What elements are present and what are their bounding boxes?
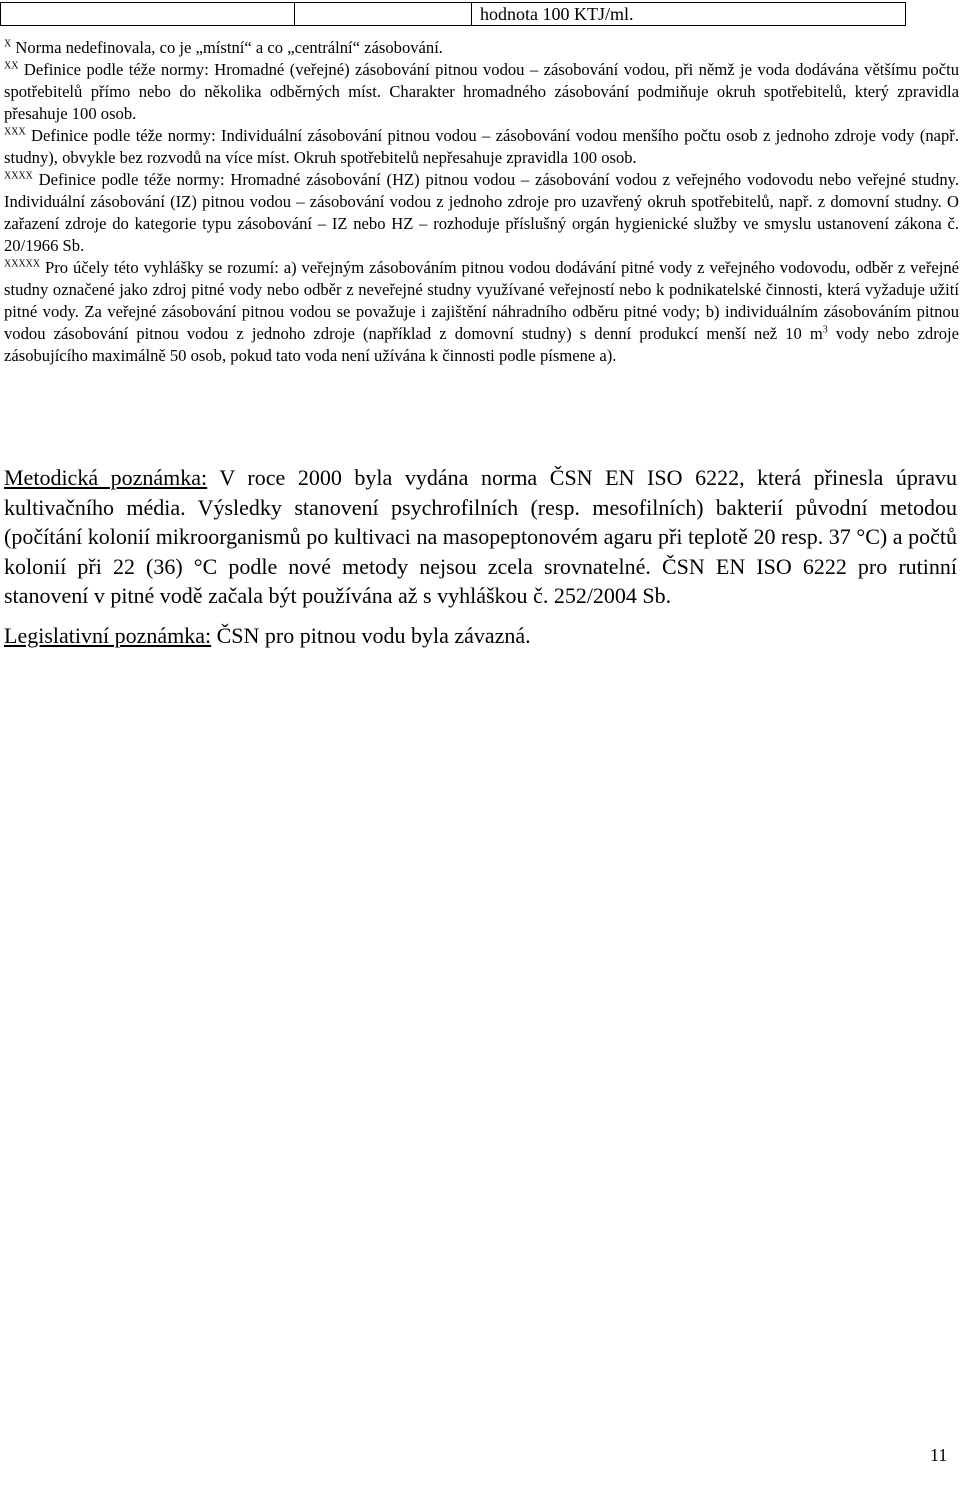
footnote-mark: XXXXX bbox=[4, 258, 41, 270]
method-note bbox=[4, 463, 957, 611]
legislative-note-label: Legislativní poznámka: bbox=[4, 623, 212, 648]
method-note-text: V roce 2000 byla vydána norma ČSN EN ISO 6222, která přinesla úpravu kultivačního média. Výsledky stanovení psychrofilních (resp. mesofilních) bakterií původní metodou (počítání kolonií mikroorganismů po kultivaci na masopeptonovém agaru při teplotě 20 resp. 37 °C) a počtů kolonií při 22 (36) °C podle nové metody nejsou zcela srovnatelné. ČSN EN ISO 6222 pro rutinní stanovení v pitné vodě začala být používána až s vyhláškou č. 252/2004 Sb. bbox=[4, 465, 957, 608]
table-cell bbox=[295, 3, 472, 26]
footnote-text: vody nebo zdroje zásobujícího maximálně 50 osob, pokud tato voda není užívána k činnosti podle písmene a). bbox=[4, 324, 959, 365]
footnote bbox=[4, 59, 959, 125]
footnote-text: Definice podle téže normy: Individuální zásobování pitnou vodou – zásobování vodou menšího počtu osob z jednoho zdroje vody (např. studny), obvykle bez rozvodů na více míst. Okruh spotřebitelů nepřesahuje zpravidla 100 osob. bbox=[4, 126, 959, 167]
footnote-text: Definice podle téže normy: Hromadné (veřejné) zásobování pitnou vodou – zásobování vodou, při němž je voda dodávána většímu počtu spotřebitelů přímo nebo do několika odběrných míst. Charakter hromadného zásobování podmiňuje okruh spotřebitelů, který zpravidla přesahuje 100 osob. bbox=[4, 60, 959, 123]
footnote bbox=[4, 257, 959, 367]
footnote-mark: X bbox=[4, 38, 12, 50]
legislative-note bbox=[4, 621, 957, 650]
footnotes bbox=[4, 37, 959, 367]
footnote-mark: XX bbox=[4, 60, 19, 72]
legislative-note-text: ČSN pro pitnou vodu byla závazná. bbox=[211, 623, 531, 648]
footnote-text: Pro účely této vyhlášky se rozumí: a) veřejným zásobováním pitnou vodou dodávání pitné vody z veřejného vodovodu, odběr z veřejné studny označené jako zdroj pitné vody nebo odběr z neveřejné studny využívané veřejností nebo k podnikatelské činnosti, která vyžaduje užití pitné vody. Za veřejné zásobování pitnou vodou se považuje i zajištění náhradního odběru pitné vody; b) individuálním zásobováním pitnou vodou zásobování pitnou vodou z jednoho zdroje (například z domovní studny) s denní produkcí menší než 10 m bbox=[4, 258, 960, 343]
footnote-mark: XXX bbox=[4, 126, 26, 138]
value-table bbox=[0, 2, 906, 26]
page-number: 11 bbox=[930, 1445, 948, 1465]
footnote bbox=[4, 125, 959, 169]
method-note-label: Metodická poznámka: bbox=[4, 465, 208, 490]
footnote-text: Definice podle téže normy: Hromadné zásobování (HZ) pitnou vodou – zásobování vodou z veřejného vodovodu nebo veřejné studny. Individuální zásobování (IZ) pitnou vodou – zásobování vodou z jednoho zdroje pro uzavřený okruh spotřebitelů, např. z domovní studny. O zařazení zdroje do kategorie typu zásobování – IZ nebo HZ – rozhoduje příslušný orgán hygienické služby ve smyslu ustanovení zákona č. 20/1966 Sb. bbox=[4, 170, 959, 255]
table-cell-value: hodnota 100 KTJ/ml. bbox=[472, 3, 906, 26]
footnote bbox=[4, 37, 959, 59]
table-cell bbox=[1, 3, 295, 26]
footnote-mark: XXXX bbox=[4, 170, 33, 182]
footnote bbox=[4, 169, 959, 257]
exponent: 3 bbox=[822, 324, 828, 336]
table-row bbox=[1, 3, 906, 26]
footnote-text: Norma nedefinovala, co je „místní“ a co „centrální“ zásobování. bbox=[15, 38, 443, 57]
